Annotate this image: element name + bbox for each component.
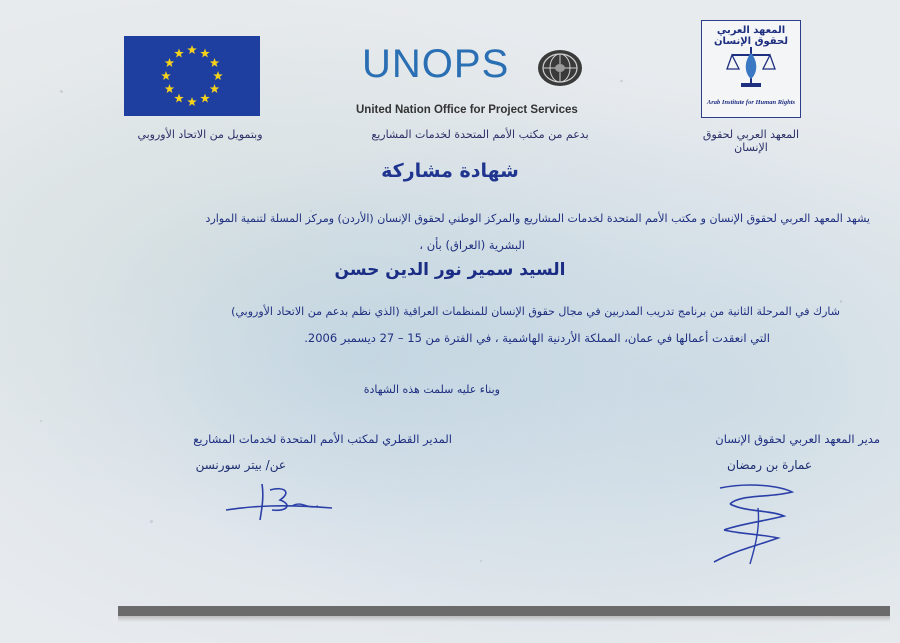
eu-star <box>187 97 197 106</box>
certificate-title: شهادة مشاركة <box>381 160 519 182</box>
body-line-2: التي انعقدت أعمالها في عمان، المملكة الأردنية الهاشمية ، في الفترة من 15 – 27 ديسمبر 2006. <box>304 331 770 345</box>
eu-star <box>165 84 175 93</box>
eu-caption: وبتمويل من الاتحاد الأوروبي <box>137 128 263 141</box>
paper-speck <box>480 560 482 562</box>
aihr-caption: المعهد العربي لحقوق الإنسان <box>702 128 800 154</box>
eu-star <box>161 71 171 80</box>
paper-speck <box>620 80 623 82</box>
eu-star <box>200 94 210 103</box>
closing-line: وبناء عليه سلمت هذه الشهادة <box>363 383 500 396</box>
aihr-name-arabic: المعهد العربي لحقوق الإنسان <box>714 25 788 47</box>
aihr-logo <box>701 20 801 118</box>
eu-star <box>210 84 220 93</box>
unops-wordmark: UNOPS <box>362 42 510 86</box>
un-emblem-icon <box>536 48 584 88</box>
eu-star <box>210 58 220 67</box>
unops-subtitle: United Nation Office for Project Services <box>356 104 578 116</box>
eu-star <box>200 48 210 57</box>
recipient-name: السيد سمير نور الدين حسن <box>334 260 566 280</box>
eu-star <box>174 48 184 57</box>
intro-line-2: البشرية (العراق) بأن ، <box>419 238 525 252</box>
right-signature-icon <box>700 478 810 568</box>
bottom-rule-shadow <box>118 616 890 622</box>
paper-speck <box>60 90 63 93</box>
bottom-rule <box>118 606 890 616</box>
eu-star <box>165 58 175 67</box>
eu-star <box>213 71 223 80</box>
right-signatory-title: مدير المعهد العربي لحقوق الإنسان <box>715 432 880 446</box>
paper-speck <box>840 300 842 303</box>
eu-stars-icon <box>124 36 260 116</box>
intro-line-1: يشهد المعهد العربي لحقوق الإنسان و مكتب الأمم المتحدة لخدمات المشاريع والمركز الوطني لحقوق الإنسان (الأردن) ومركز المسلة لتنمية الموارد <box>205 212 870 225</box>
aihr-name-english: Arab Institute for Human Rights <box>706 99 796 106</box>
eu-star <box>174 94 184 103</box>
left-signatory-name: عن/ بيتر سورنسن <box>195 458 286 472</box>
paper-speck <box>150 520 153 523</box>
right-signatory-name: عمارة بن رمضان <box>726 458 812 472</box>
scales-of-justice-icon <box>726 43 776 89</box>
left-signature-icon <box>222 476 342 526</box>
unops-caption: بدعم من مكتب الأمم المتحدة لخدمات المشاريع <box>371 128 589 141</box>
unops-logo <box>350 42 610 122</box>
eu-star <box>187 45 197 54</box>
body-line-1: شارك في المرحلة الثانية من برنامج تدريب المدربين في مجال حقوق الإنسان للمنظمات العراقية (الذي نظم بدعم من الاتحاد الأوروبي) <box>231 305 840 318</box>
paper-speck <box>40 420 42 422</box>
eu-flag-logo <box>124 36 260 116</box>
left-signatory-title: المدير القطري لمكتب الأمم المتحدة لخدمات المشاريع <box>193 432 452 446</box>
